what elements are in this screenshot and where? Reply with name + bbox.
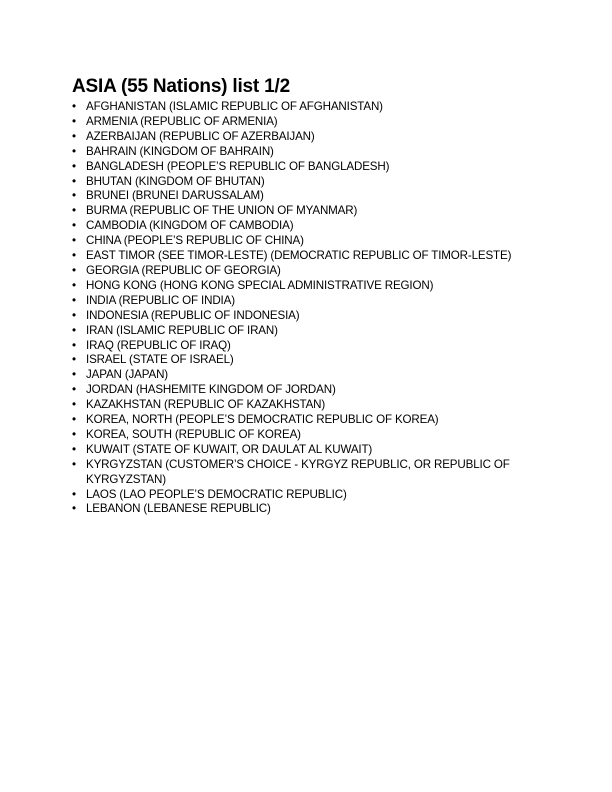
list-item bbox=[72, 130, 532, 145]
list-item bbox=[72, 383, 532, 398]
list-item-text: LEBANON (LEBANESE REPUBLIC) bbox=[86, 502, 271, 516]
nation-list bbox=[72, 100, 532, 517]
list-item bbox=[72, 309, 532, 324]
bullet-icon: • bbox=[72, 249, 76, 263]
bullet-icon: • bbox=[72, 427, 76, 441]
list-item-text: INDIA (REPUBLIC OF INDIA) bbox=[86, 293, 235, 307]
list-item bbox=[72, 175, 532, 190]
list-item bbox=[72, 204, 532, 219]
bullet-icon: • bbox=[72, 323, 76, 337]
list-item bbox=[72, 115, 532, 130]
bullet-icon: • bbox=[72, 114, 76, 128]
list-item-text: LAOS (LAO PEOPLE’S DEMOCRATIC REPUBLIC) bbox=[86, 487, 347, 501]
list-item-text: BURMA (REPUBLIC OF THE UNION OF MYANMAR) bbox=[86, 204, 358, 218]
list-item bbox=[72, 502, 532, 517]
list-item bbox=[72, 458, 532, 488]
list-item-text: ARMENIA (REPUBLIC OF ARMENIA) bbox=[86, 114, 278, 128]
list-item-text: IRAQ (REPUBLIC OF IRAQ) bbox=[86, 338, 231, 352]
list-item bbox=[72, 294, 532, 309]
list-item bbox=[72, 324, 532, 339]
list-item bbox=[72, 428, 532, 443]
bullet-icon: • bbox=[72, 293, 76, 307]
bullet-icon: • bbox=[72, 442, 76, 456]
list-item bbox=[72, 264, 532, 279]
bullet-icon: • bbox=[72, 219, 76, 233]
list-item bbox=[72, 279, 532, 294]
list-item bbox=[72, 100, 532, 115]
bullet-icon: • bbox=[72, 353, 76, 367]
list-item-text: KOREA, SOUTH (REPUBLIC OF KOREA) bbox=[86, 427, 301, 441]
bullet-icon: • bbox=[72, 144, 76, 158]
list-item bbox=[72, 488, 532, 503]
list-item-text: CHINA (PEOPLE’S REPUBLIC OF CHINA) bbox=[86, 234, 304, 248]
list-item-text: KAZAKHSTAN (REPUBLIC OF KAZAKHSTAN) bbox=[86, 398, 326, 412]
document-page bbox=[72, 76, 532, 517]
bullet-icon: • bbox=[72, 129, 76, 143]
list-item bbox=[72, 413, 532, 428]
list-item-text: HONG KONG (HONG KONG SPECIAL ADMINISTRATIVE REGION) bbox=[86, 278, 434, 292]
list-item-text: BRUNEI (BRUNEI DARUSSALAM) bbox=[86, 189, 264, 203]
list-item-text: BAHRAIN (KINGDOM OF BAHRAIN) bbox=[86, 144, 274, 158]
list-item-text: JORDAN (HASHEMITE KINGDOM OF JORDAN) bbox=[86, 383, 336, 397]
list-item bbox=[72, 219, 532, 234]
bullet-icon: • bbox=[72, 278, 76, 292]
bullet-icon: • bbox=[72, 174, 76, 188]
bullet-icon: • bbox=[72, 189, 76, 203]
bullet-icon: • bbox=[72, 308, 76, 322]
list-item-text: EAST TIMOR (SEE TIMOR-LESTE) (DEMOCRATIC REPUBLIC OF TIMOR-LESTE) bbox=[86, 249, 512, 263]
bullet-icon: • bbox=[72, 100, 76, 113]
bullet-icon: • bbox=[72, 502, 76, 516]
list-item-text: AFGHANISTAN (ISLAMIC REPUBLIC OF AFGHANISTAN) bbox=[86, 100, 383, 113]
list-item bbox=[72, 353, 532, 368]
list-item bbox=[72, 339, 532, 354]
bullet-icon: • bbox=[72, 263, 76, 277]
bullet-icon: • bbox=[72, 383, 76, 397]
list-item-text: KYRGYZSTAN (CUSTOMER’S CHOICE - KYRGYZ REPUBLIC, OR REPUBLIC OF KYRGYZSTAN) bbox=[86, 457, 510, 486]
bullet-icon: • bbox=[72, 413, 76, 427]
list-item-text: JAPAN (JAPAN) bbox=[86, 368, 169, 382]
list-item bbox=[72, 249, 532, 264]
bullet-icon: • bbox=[72, 398, 76, 412]
bullet-icon: • bbox=[72, 159, 76, 173]
list-item bbox=[72, 443, 532, 458]
list-item bbox=[72, 234, 532, 249]
list-item bbox=[72, 398, 532, 413]
list-item-text: ISRAEL (STATE OF ISRAEL) bbox=[86, 353, 234, 367]
bullet-icon: • bbox=[72, 457, 76, 471]
list-item-text: CAMBODIA (KINGDOM OF CAMBODIA) bbox=[86, 219, 294, 233]
list-item-text: INDONESIA (REPUBLIC OF INDONESIA) bbox=[86, 308, 300, 322]
bullet-icon: • bbox=[72, 204, 76, 218]
page-title: ASIA (55 Nations) list 1/2 bbox=[72, 76, 290, 97]
list-item-text: IRAN (ISLAMIC REPUBLIC OF IRAN) bbox=[86, 323, 278, 337]
bullet-icon: • bbox=[72, 368, 76, 382]
list-item bbox=[72, 145, 532, 160]
list-item bbox=[72, 160, 532, 175]
list-item bbox=[72, 189, 532, 204]
bullet-icon: • bbox=[72, 234, 76, 248]
bullet-icon: • bbox=[72, 338, 76, 352]
list-item-text: KUWAIT (STATE OF KUWAIT, OR DAULAT AL KUWAIT) bbox=[86, 442, 373, 456]
list-item-text: BHUTAN (KINGDOM OF BHUTAN) bbox=[86, 174, 265, 188]
bullet-icon: • bbox=[72, 487, 76, 501]
list-item-text: AZERBAIJAN (REPUBLIC OF AZERBAIJAN) bbox=[86, 129, 315, 143]
list-item-text: BANGLADESH (PEOPLE’S REPUBLIC OF BANGLADESH) bbox=[86, 159, 390, 173]
list-item-text: GEORGIA (REPUBLIC OF GEORGIA) bbox=[86, 263, 281, 277]
list-item bbox=[72, 368, 532, 383]
list-item-text: KOREA, NORTH (PEOPLE’S DEMOCRATIC REPUBLIC OF KOREA) bbox=[86, 413, 439, 427]
